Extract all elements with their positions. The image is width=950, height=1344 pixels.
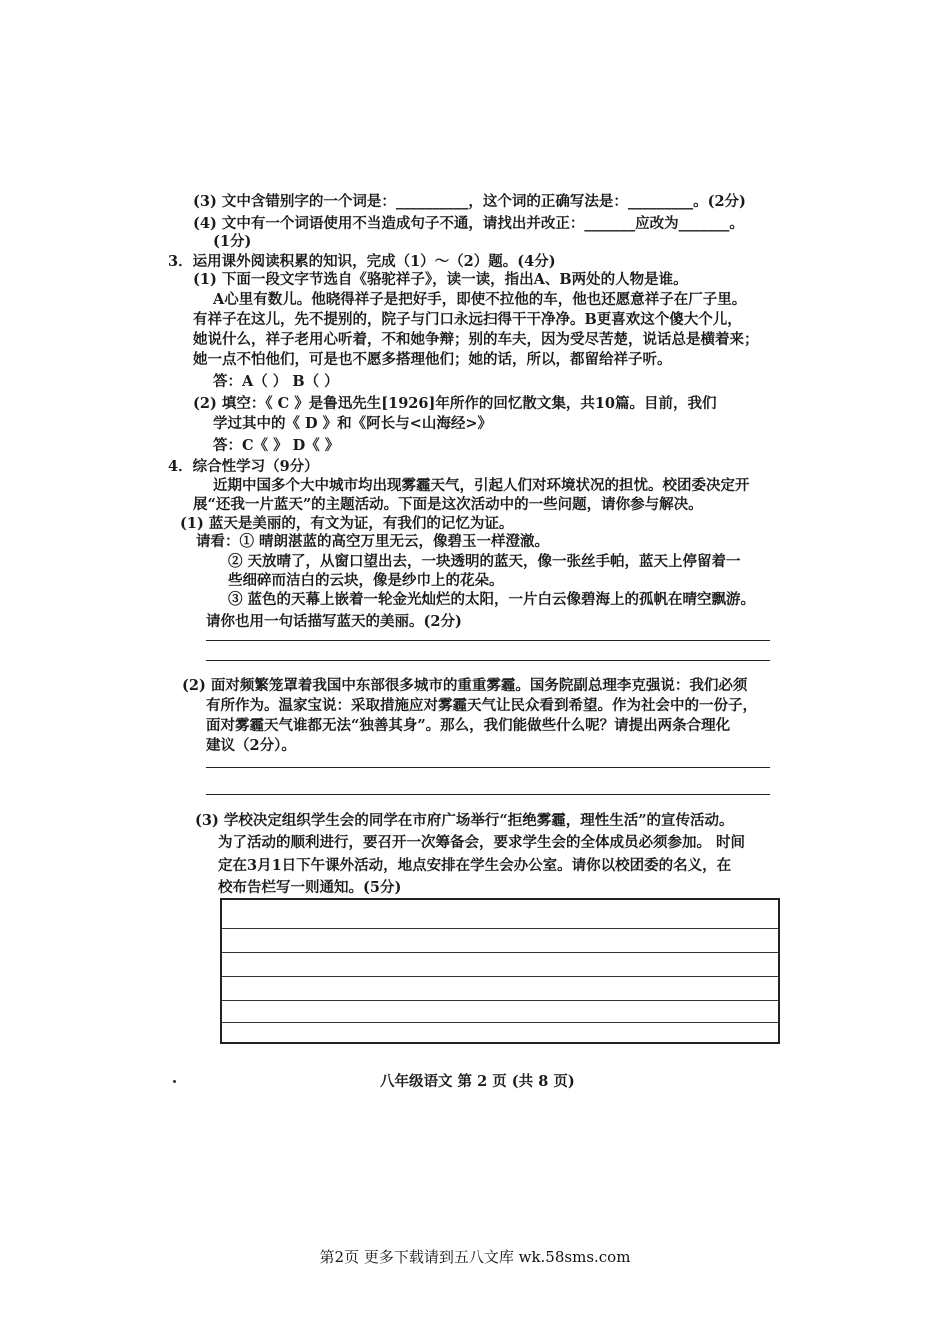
- q4-item1: (1) 蓝天是美丽的，有文为证，有我们的记忆为证。: [180, 515, 514, 532]
- q4-example-1: 请看：① 晴朗湛蓝的高空万里无云，像碧玉一样澄澈。: [196, 533, 550, 550]
- q3-answer1: 答：A（ ） B（ ）: [213, 373, 339, 390]
- q4-item3-line3: 定在3月1日下午课外活动，地点安排在学生会办公室。请你以校团委的名义，在: [218, 857, 732, 874]
- box-row-line: [222, 976, 778, 977]
- page-footer: 八年级语文 第 2 页 (共 8 页): [380, 1073, 575, 1090]
- q4-item2-line3: 面对雾霾天气谁都无法“独善其身”。那么，我们能做些什么呢？请提出两条合理化: [206, 717, 731, 734]
- q3-passage-4: 她一点不怕他们，可是也不愿多搭理他们；她的话，所以，都留给祥子听。: [193, 351, 672, 368]
- q3-passage-3: 她说什么，祥子老用心听着，不和她争辩；别的车夫，因为受尽苦楚，说话总是横着来；: [193, 331, 759, 348]
- q4-example-2a: ② 天放晴了，从窗口望出去，一块透明的蓝天，像一张丝手帕，蓝天上停留着一: [228, 553, 741, 570]
- answer-line[interactable]: [206, 794, 770, 795]
- q2-item3: (3) 文中含错别字的一个词是：__________，这个词的正确写法是：_________。(2分): [193, 193, 746, 210]
- notice-answer-box[interactable]: [220, 898, 780, 1044]
- box-row-line: [222, 1000, 778, 1001]
- q4-example-3: ③ 蓝色的天幕上嵌着一轮金光灿烂的太阳，一片白云像碧海上的孤帆在晴空飘游。: [228, 591, 756, 608]
- answer-line[interactable]: [206, 640, 770, 641]
- q2-item4-line1: (4) 文中有一个词语使用不当造成句子不通，请找出并改正：_______应改为_______。: [193, 215, 744, 232]
- q4-example-2b: 些细碎而洁白的云块，像是纱巾上的花朵。: [228, 572, 504, 589]
- q4-item2-line1: (2) 面对频繁笼罩着我国中东部很多城市的重重雾霾。国务院副总理李克强说：我们必须: [182, 677, 748, 694]
- scan-speck: [173, 1080, 176, 1083]
- q3-passage-1: A心里有数儿。他晓得祥子是把好手，即使不拉他的车，他也还愿意祥子在厂子里。: [213, 291, 747, 308]
- box-row-line: [222, 928, 778, 929]
- box-row-line: [222, 952, 778, 953]
- box-row-line: [222, 1022, 778, 1023]
- q4-item2-line4: 建议（2分）。: [206, 737, 296, 754]
- q4-title: 4．综合性学习（9分）: [168, 458, 319, 475]
- q2-item4-line2: (1分): [213, 233, 252, 250]
- site-footer: 第2页 更多下载请到五八文库 wk.58sms.com: [319, 1248, 631, 1266]
- q4-item2-line2: 有所作为。温家宝说：采取措施应对雾霾天气让民众看到希望。作为社会中的一份子，: [206, 697, 757, 714]
- q3-item2-line2: 学过其中的《 D 》和《阿长与<山海经>》: [213, 415, 492, 432]
- q3-answer2: 答：C《 》 D《 》: [213, 437, 340, 454]
- q4-item3-line1: (3) 学校决定组织学生会的同学在市府广场举行“拒绝雾霾，理性生活”的宣传活动。: [195, 812, 734, 829]
- q4-item3-line2: 为了活动的顺利进行，要召开一次筹备会，要求学生会的全体成员必须参加。 时间: [218, 834, 746, 851]
- q3-item1: (1) 下面一段文字节选自《骆驼祥子》，读一读，指出A、B两处的人物是谁。: [193, 271, 688, 288]
- q4-intro-1: 近期中国多个大中城市均出现雾霾天气，引起人们对环境状况的担忧。校团委决定开: [213, 477, 750, 494]
- q4-ask1: 请你也用一句话描写蓝天的美丽。(2分): [206, 613, 462, 630]
- q3-title: 3．运用课外阅读积累的知识，完成（1）～（2）题。(4分): [168, 253, 556, 270]
- answer-line[interactable]: [206, 767, 770, 768]
- q3-passage-2: 有祥子在这儿，先不提别的，院子与门口永远扫得干干净净。B更喜欢这个傻大个儿，: [193, 311, 742, 328]
- answer-line[interactable]: [206, 660, 770, 661]
- q4-intro-2: 展“还我一片蓝天”的主题活动。下面是这次活动中的一些问题，请你参与解决。: [193, 496, 703, 513]
- q4-item3-line4: 校布告栏写一则通知。(5分): [218, 879, 402, 896]
- q3-item2-line1: (2) 填空：《 C 》是鲁迅先生[1926]年所作的回忆散文集，共10篇。目前，我们: [193, 395, 717, 412]
